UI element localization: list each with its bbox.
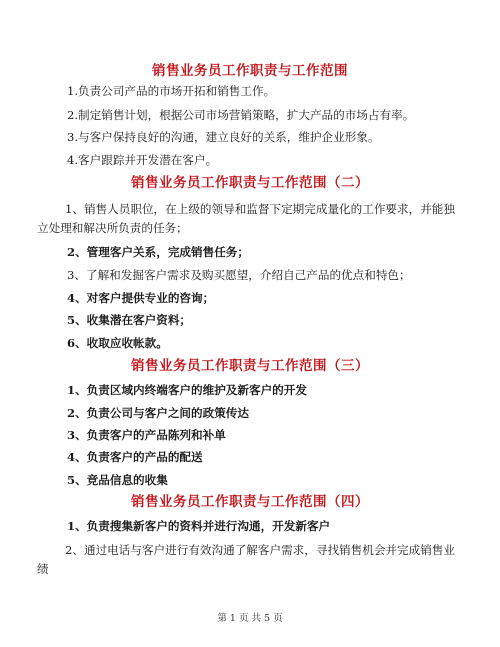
section-3-item-3: 3、负责客户的产品陈列和补单 [67,428,226,442]
section-2-item-4: 4、对客户提供专业的咨询； [67,291,215,305]
section-1-item-1: 1.负责公司产品的市场开拓和销售工作。 [67,84,276,98]
section-2-item-3: 3、了解和发掘客户需求及购买愿望，介绍自己产品的优点和特色； [67,268,411,282]
section-2-item-5: 5、收集潜在客户资料； [67,313,192,327]
section-2-item-2: 2、管理客户关系，完成销售任务； [67,245,249,259]
section-2-item-6: 6、收取应收帐款。 [67,336,168,350]
section-4-title: 销售业务员工作职责与工作范围（四） [131,494,369,510]
section-4-item-2-line-1: 2、通过电话与客户进行有效沟通了解客户需求，寻找销售机会并完成销售业 [65,543,455,557]
section-3-item-4: 4、负责客户的产品的配送 [67,450,203,464]
section-4-item-2-line-2: 绩 [37,562,49,576]
section-3-item-2: 2、负责公司与客户之间的政策传达 [67,406,249,420]
section-4-item-1: 1、负责搜集新客户的资料并进行沟通，开发新客户 [67,519,331,533]
section-1-title: 销售业务员工作职责与工作范围 [152,63,348,79]
section-3-item-1: 1、负责区域内终端客户的维护及新客户的开发 [67,383,307,397]
section-1-item-4: 4.客户跟踪并开发潜在客户。 [67,153,218,167]
section-1-item-3: 3.与客户保持良好的沟通，建立良好的关系，维护企业形象。 [67,130,380,144]
section-1-item-2: 2.制定销售计划，根据公司市场营销策略，扩大产品的市场占有率。 [67,108,415,122]
section-3-title: 销售业务员工作职责与工作范围（三） [131,358,369,374]
section-2-title: 销售业务员工作职责与工作范围（二） [131,175,369,191]
page-footer: 第 1 页 共 5 页 [217,613,283,624]
section-2-item-1-line-1: 1、销售人员职位，在上级的领导和监督下定期完成量化的工作要求，并能独 [65,202,455,216]
section-3-item-5: 5、竞品信息的收集 [67,473,168,487]
section-2-item-1-line-2: 立处理和解决所负责的任务； [37,221,188,235]
